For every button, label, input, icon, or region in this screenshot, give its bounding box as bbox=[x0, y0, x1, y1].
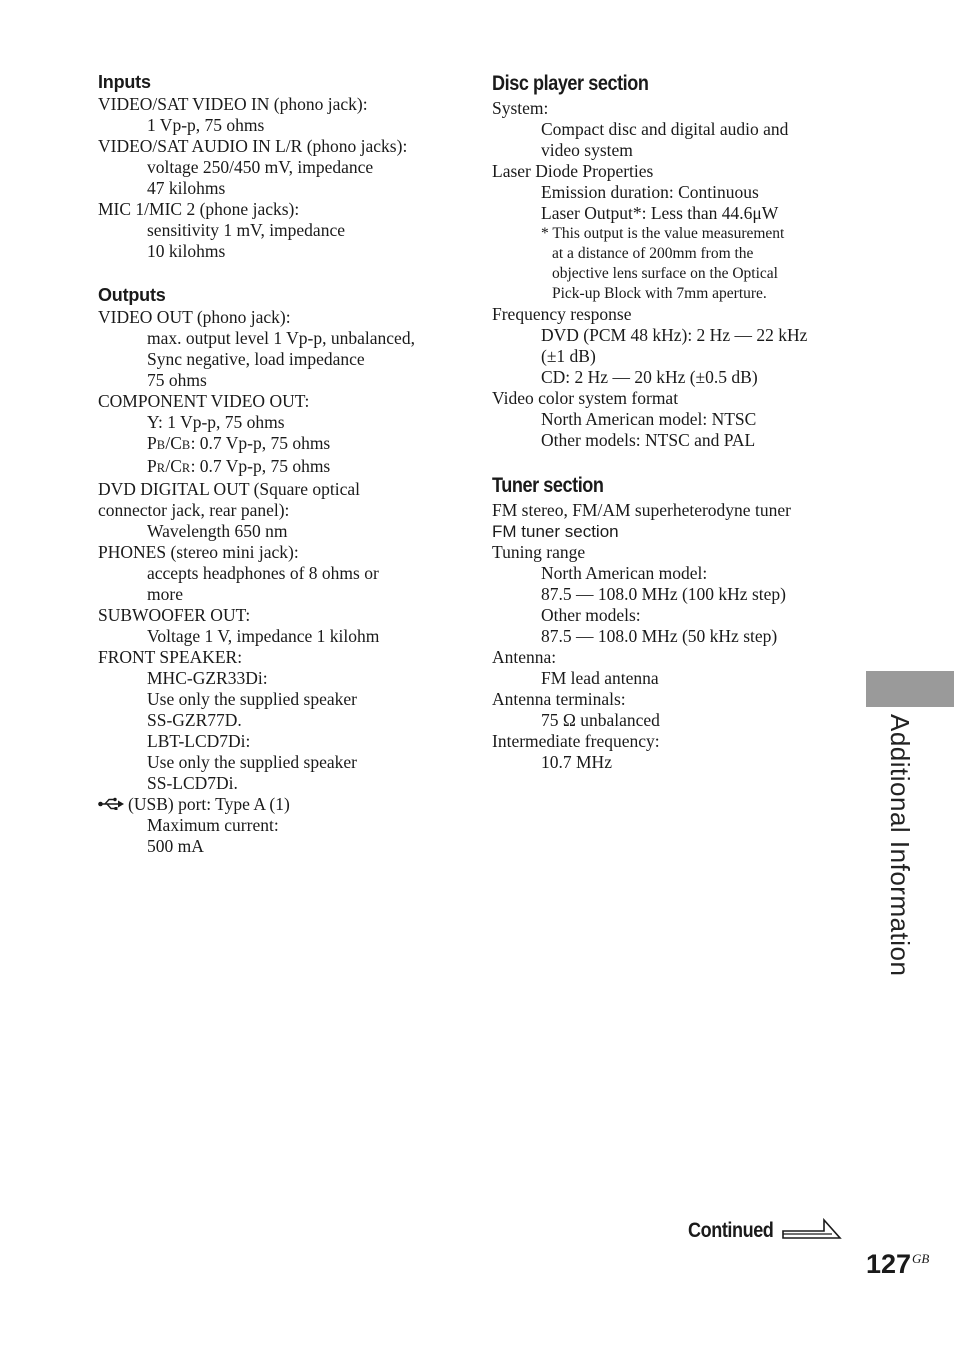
spec-line: SS-LCD7Di. bbox=[147, 773, 238, 793]
spec-line: North American model: NTSC bbox=[541, 409, 757, 429]
spec-line: Compact disc and digital audio and bbox=[541, 119, 789, 139]
continued-label: Continued bbox=[688, 1219, 774, 1242]
spec-line: 47 kilohms bbox=[147, 178, 226, 198]
section-tab-marker bbox=[866, 671, 954, 707]
spec-line: SS-GZR77D. bbox=[147, 710, 242, 730]
spec-line: FRONT SPEAKER: bbox=[98, 647, 243, 667]
outputs-heading: Outputs bbox=[98, 285, 166, 305]
spec-line: MIC 1/MIC 2 (phone jacks): bbox=[98, 199, 300, 219]
spec-line: VIDEO/SAT VIDEO IN (phono jack): bbox=[98, 94, 368, 114]
spec-line: DVD DIGITAL OUT (Square optical bbox=[98, 479, 361, 499]
left-column bbox=[98, 70, 468, 857]
footnote-line: Pick-up Block with 7mm aperture. bbox=[552, 285, 767, 302]
spec-line: Maximum current: bbox=[147, 815, 279, 835]
spec-line: 10 kilohms bbox=[147, 241, 226, 261]
spec-line: Laser Output*: Less than 44.6μW bbox=[541, 203, 779, 223]
spec-line-pr-cr: PR/CR: 0.7 Vp-p, 75 ohms bbox=[147, 456, 331, 476]
spec-line: Laser Diode Properties bbox=[492, 161, 654, 181]
spec-line: Sync negative, load impedance bbox=[147, 349, 365, 369]
section-tab-label: Additional Information bbox=[885, 714, 915, 977]
fm-tuner-subheading: FM tuner section bbox=[492, 522, 619, 541]
spec-line: 500 mA bbox=[147, 836, 204, 856]
footnote-line: * This output is the value measurement bbox=[541, 225, 785, 242]
disc-player-section bbox=[492, 70, 852, 451]
spec-line: accepts headphones of 8 ohms or bbox=[147, 563, 379, 583]
spec-line: connector jack, rear panel): bbox=[98, 500, 290, 520]
spec-line: Antenna: bbox=[492, 647, 557, 667]
spec-line: MHC-GZR33Di: bbox=[147, 668, 268, 688]
tuner-heading: Tuner section bbox=[492, 474, 604, 497]
spec-line-pb-cb: PB/CB: 0.7 Vp-p, 75 ohms bbox=[147, 433, 331, 453]
outputs-section bbox=[98, 283, 468, 857]
spec-line: more bbox=[147, 584, 183, 604]
spec-line: sensitivity 1 mV, impedance bbox=[147, 220, 345, 240]
spec-line: DVD (PCM 48 kHz): 2 Hz — 22 kHz bbox=[541, 325, 808, 345]
inputs-section bbox=[98, 70, 468, 262]
spec-line: 87.5 — 108.0 MHz (50 kHz step) bbox=[541, 626, 778, 646]
spec-line: COMPONENT VIDEO OUT: bbox=[98, 391, 310, 411]
spec-line: Other models: bbox=[541, 605, 641, 625]
spec-line: System: bbox=[492, 98, 549, 118]
spec-line: Y: 1 Vp-p, 75 ohms bbox=[147, 412, 285, 432]
spec-line: North American model: bbox=[541, 563, 708, 583]
disc-player-heading: Disc player section bbox=[492, 72, 649, 95]
spec-line: (±1 dB) bbox=[541, 346, 596, 366]
inputs-heading: Inputs bbox=[98, 72, 151, 92]
spec-line: Voltage 1 V, impedance 1 kilohm bbox=[147, 626, 380, 646]
spec-line: Intermediate frequency: bbox=[492, 731, 660, 751]
spec-line: 1 Vp-p, 75 ohms bbox=[147, 115, 265, 135]
tuner-section bbox=[492, 472, 852, 773]
page-suffix: GB bbox=[912, 1251, 930, 1266]
spec-line: Use only the supplied speaker bbox=[147, 689, 357, 709]
spec-line: video system bbox=[541, 140, 633, 160]
spec-line: FM stereo, FM/AM superheterodyne tuner bbox=[492, 500, 791, 520]
spec-line: Wavelength 650 nm bbox=[147, 521, 288, 541]
right-column bbox=[492, 70, 852, 773]
spec-line: 75 ohms bbox=[147, 370, 207, 390]
continued-arrow-icon bbox=[782, 1218, 842, 1242]
usb-port-line: (USB) port: Type A (1) bbox=[98, 794, 468, 815]
spec-line: VIDEO OUT (phono jack): bbox=[98, 307, 291, 327]
spec-line: Tuning range bbox=[492, 542, 586, 562]
spec-line: Emission duration: Continuous bbox=[541, 182, 759, 202]
footnote-line: at a distance of 200mm from the bbox=[552, 245, 754, 262]
spec-line: 10.7 MHz bbox=[541, 752, 612, 772]
usb-icon bbox=[98, 797, 124, 811]
spec-line: PHONES (stereo mini jack): bbox=[98, 542, 299, 562]
spec-line: FM lead antenna bbox=[541, 668, 659, 688]
spec-line: 75 Ω unbalanced bbox=[541, 710, 660, 730]
page-number: 127 bbox=[866, 1249, 912, 1279]
spec-line: Antenna terminals: bbox=[492, 689, 626, 709]
spec-line: Frequency response bbox=[492, 304, 632, 324]
spec-line: 87.5 — 108.0 MHz (100 kHz step) bbox=[541, 584, 786, 604]
spec-line: SUBWOOFER OUT: bbox=[98, 605, 251, 625]
footnote-line: objective lens surface on the Optical bbox=[552, 265, 778, 282]
spec-line: Use only the supplied speaker bbox=[147, 752, 357, 772]
spec-line: VIDEO/SAT AUDIO IN L/R (phono jacks): bbox=[98, 136, 408, 156]
spec-line: CD: 2 Hz — 20 kHz (±0.5 dB) bbox=[541, 367, 758, 387]
spec-line: Video color system format bbox=[492, 388, 679, 408]
spec-line: Other models: NTSC and PAL bbox=[541, 430, 756, 450]
spec-line: LBT-LCD7Di: bbox=[147, 731, 251, 751]
spec-line: voltage 250/450 mV, impedance bbox=[147, 157, 374, 177]
spec-line: max. output level 1 Vp-p, unbalanced, bbox=[147, 328, 415, 348]
